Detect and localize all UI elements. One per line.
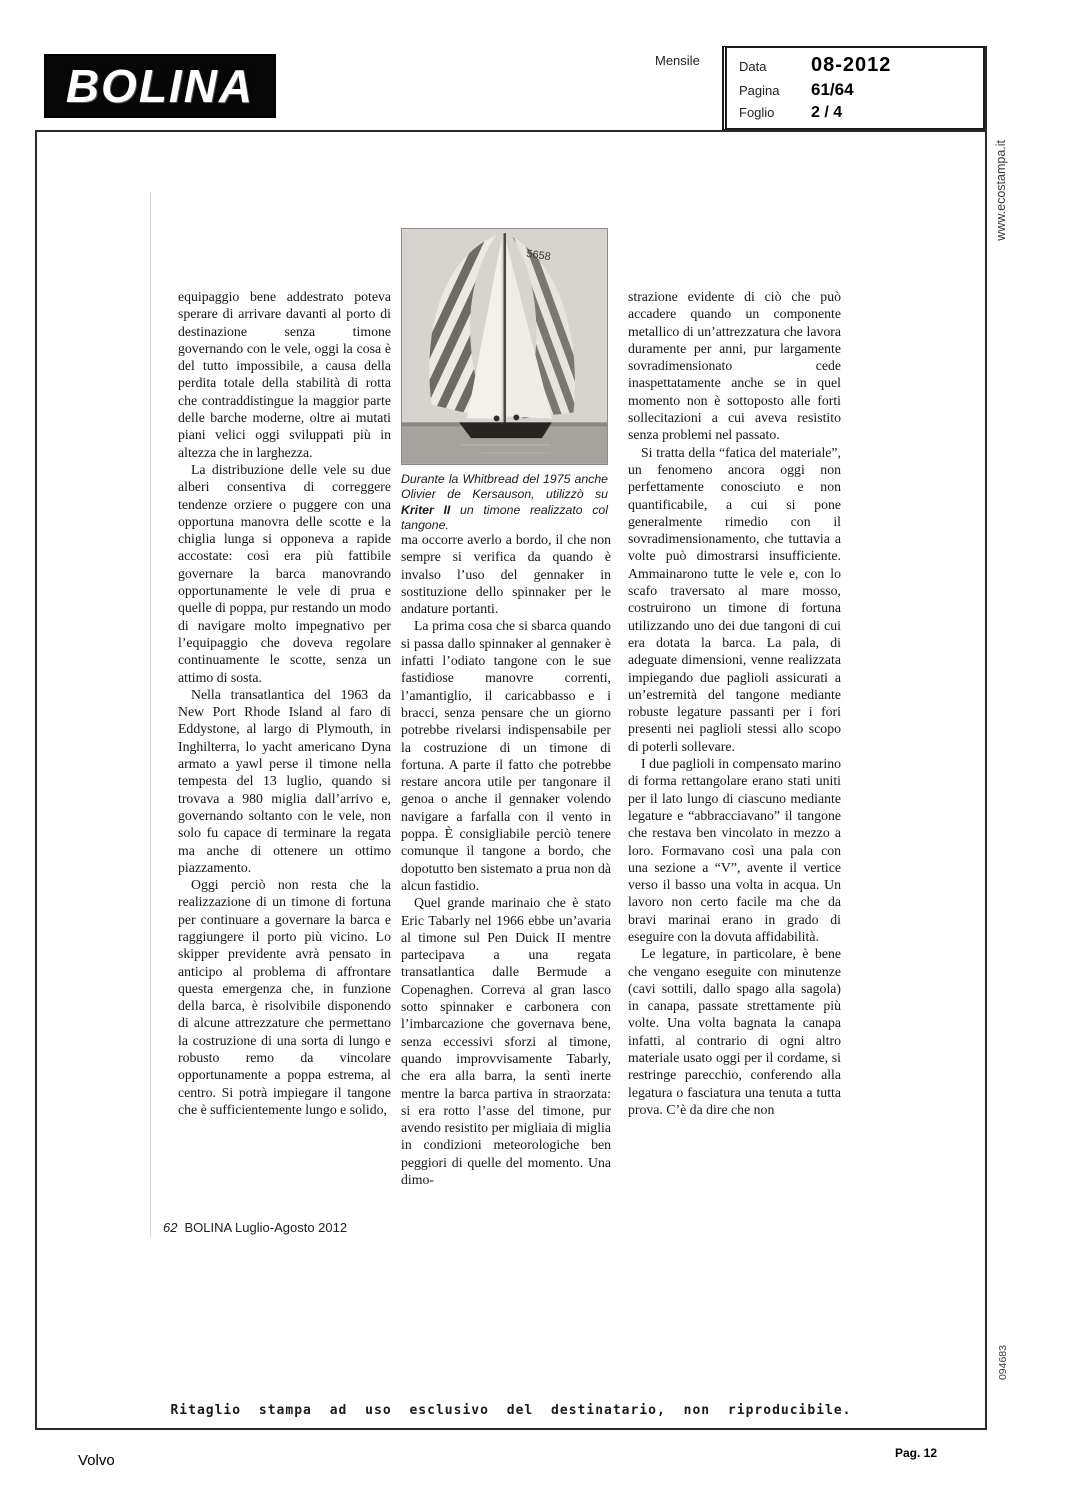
frame-line-left	[35, 130, 37, 1430]
bolina-logo-text: BOLINA	[65, 60, 255, 112]
foglio-value: 2 / 4	[811, 104, 843, 122]
info-row-data	[727, 54, 983, 77]
paragraph: Quel grande marinaio che è stato Eric Tabarly nel 1966 ebbe un’avaria al timone sul Pen Duick II mentre partecipava a una regata transatlantica dalle Bermude a Copenaghen. Correva al gran lasco sotto spinnaker e carbonera con l’imbarcazione che governava bene, senza eccessivi sforzi al timone, quando improvvisamente Tabarly, che era alla barra, la sentì inerte mentre la barca partiva in straorzata: si era rotto l’asse del timone, pur avendo resistito per migliaia di miglia in condizioni meteorologiche ben peggiori di quelle del momento. Una dimo-	[401, 895, 611, 1187]
sailboat-photo	[401, 228, 608, 465]
paragraph: equipaggio bene addestrato poteva sperare di arrivare davanti al porto di destinazione senza timone governando con le vele, oggi la cosa è del tutto impossibile, a causa della perdita totale della stabilità di rotta che contraddistingue la maggior parte delle barche moderne, oltre ai mutati piani velici oggi sviluppati più in altezza che in larghezza.	[178, 289, 391, 460]
clipping-info-box	[722, 46, 985, 130]
paragraph: Nella transatlantica del 1963 da New Port Rhode Island al faro di Eddystone, al largo di Plymouth, in Inghilterra, lo yacht americano Dyna armato a yawl perse il timone nella tempesta del 13 luglio, quando si trovava a 980 miglia dall’arrivo e, governando soltanto con le vele, non solo fu capace di terminare la regata ma anche di ottenere un ottimo piazzamento.	[178, 686, 391, 875]
bolina-logo	[44, 54, 276, 118]
paragraph: Le legature, in particolare, è bene che vengano eseguite con minutenze (cavi sottili, dallo spago alla sagola) in canapa, passate strettamente più volte. Una volta bagnata la canapa infatti, al contrario di ogni altro materiale usato oggi per il cordame, si restringe parecchio, conferendo alla legatura o fasciatura una tenuta a tutta prova. C’è da dire che non	[628, 946, 841, 1117]
paragraph: Oggi perciò non resta che la realizzazione di un timone di fortuna per continuare a governare la barca e raggiungere il porto più vicino. Lo skipper previdente avrà pensato in anticipo al problema di affrontare questa emergenza che, in funzione della barca, è risolvibile disponendo di alcune attrezzature che permettano la costruzione di una sorta di lungo e robusto remo da vincolare opportunamente a poppa estrema, al centro. Si potrà impiegare il tangone che è sufficientemente lungo e solido,	[178, 877, 391, 1117]
frame-line-right	[985, 46, 987, 1430]
photo-caption	[401, 472, 608, 534]
data-value: 08-2012	[811, 53, 892, 76]
magazine-page-number: 62	[163, 1220, 178, 1235]
caption-boat-name: Kriter II	[401, 502, 451, 517]
frame-line-bottom	[35, 1428, 987, 1430]
clipping-code: 094683	[997, 1345, 1009, 1381]
caption-text-1: Durante la Whitbread del 1975 anche Olivier de Kersauson, utilizzò su	[401, 472, 608, 502]
caption-text-2: un timone realizzato col tangone.	[401, 502, 608, 533]
magazine-issue: BOLINA Luglio-Agosto 2012	[184, 1220, 348, 1235]
paragraph: La distribuzione delle vele su due alberi consentiva di correggere tendenze orziere o puggere con una opportuna manovra delle scotte e la chiglia lunga si opponeva a rapide accostate: così era più fattibile governare la barca manovrando opportunamente le vele di prua e quelle di poppa, pur restando un modo di navigare molto impegnativo per l’equipaggio che doveva regolare continuamente le scotte, senza un attimo di sosta.	[178, 461, 391, 685]
scanned-page-edge	[150, 192, 151, 1237]
frame-line-top	[35, 130, 987, 132]
paragraph: I due paglioli in compensato marino di forma rettangolare erano stati uniti per il lato lungo di ciascuno mediante legature e “abbracciavano” il tangone che restava ben vincolato in mezzo a loro. Formavano così una pala con una sezione a “V”, avente il vertice verso il basso una volta in acqua. Un lavoro non certo facile ma che da bravi marinai erano in grado di eseguire con la dovuta affidabilità.	[628, 756, 841, 944]
magazine-page-footer	[163, 1220, 347, 1235]
client-brand: Volvo	[78, 1452, 115, 1469]
publication-type-label: Mensile	[655, 53, 700, 68]
sail-number: 5658	[525, 247, 552, 264]
article-column-1	[178, 288, 391, 1223]
paragraph: ma occorre averlo a bordo, il che non sempre si verifica da quando è invalso l’uso del gennaker in sostituzione dello spinnaker per le andature portanti.	[401, 532, 611, 617]
info-row-pagina	[727, 80, 983, 100]
article-column-2	[401, 531, 611, 1221]
dossier-page-ref: Pag. 12	[895, 1446, 938, 1460]
ritaglio-disclaimer: Ritaglio stampa ad uso esclusivo del destinatario, non riproducibile.	[170, 1403, 852, 1418]
info-row-foglio	[727, 104, 983, 122]
paragraph: Si tratta della “fatica del materiale”, un fenomeno ancora oggi non perfettamente conosciuto e non quantificabile, a cui si pone generalmente rimedio con il sovradimensionamento, che tuttavia a volte può dimostrarsi insufficiente. Ammainarono tutte le vele e, con lo scafo traversato al mare mosso, costruirono un timone di fortuna utilizzando uno dei due tangoni di cui era dotata la barca. La pala, di adeguate dimensioni, venne realizzata impiegando due paglioli assicurati a un’estremità del tangone mediante robuste legature passanti per i fori presenti nei paglioli stessi allo scopo di poterli sollevare.	[628, 444, 841, 754]
ecostampa-watermark: www.ecostampa.it	[994, 140, 1008, 241]
article-column-3	[628, 288, 841, 1223]
paragraph: La prima cosa che si sbarca quando si passa dallo spinnaker al gennaker è infatti l’odiato tangone con le sue fastidiose manovre correnti, l’amantiglio, il caricabbasso e i bracci, senza pensare che un giorno potrebbe rivelarsi indispensabile per la costruzione di un timone di fortuna. A parte il fatto che potrebbe restare ancora utile per tangonare il genoa o anche il gennaker volendo navigare a farfalla con il vento in poppa. È consigliabile perciò tenere comunque il tangone a bordo, che dopotutto ben sistemato a prua non dà alcun fastidio.	[401, 618, 611, 893]
sailboat-photo-art	[402, 229, 607, 464]
foglio-label: Foglio	[739, 105, 775, 121]
data-label: Data	[739, 58, 767, 74]
pagina-label: Pagina	[739, 83, 780, 99]
pagina-value: 61/64	[811, 80, 854, 100]
paragraph: strazione evidente di ciò che può accadere quando un componente metallico di un’attrezzatura che lavora duramente per anni, pur largamente sovradimensionato cede inaspettatamente anche se in quel momento non è sottoposto alle forti sollecitazioni a cui aveva resistito senza problemi nel passato.	[628, 289, 841, 443]
